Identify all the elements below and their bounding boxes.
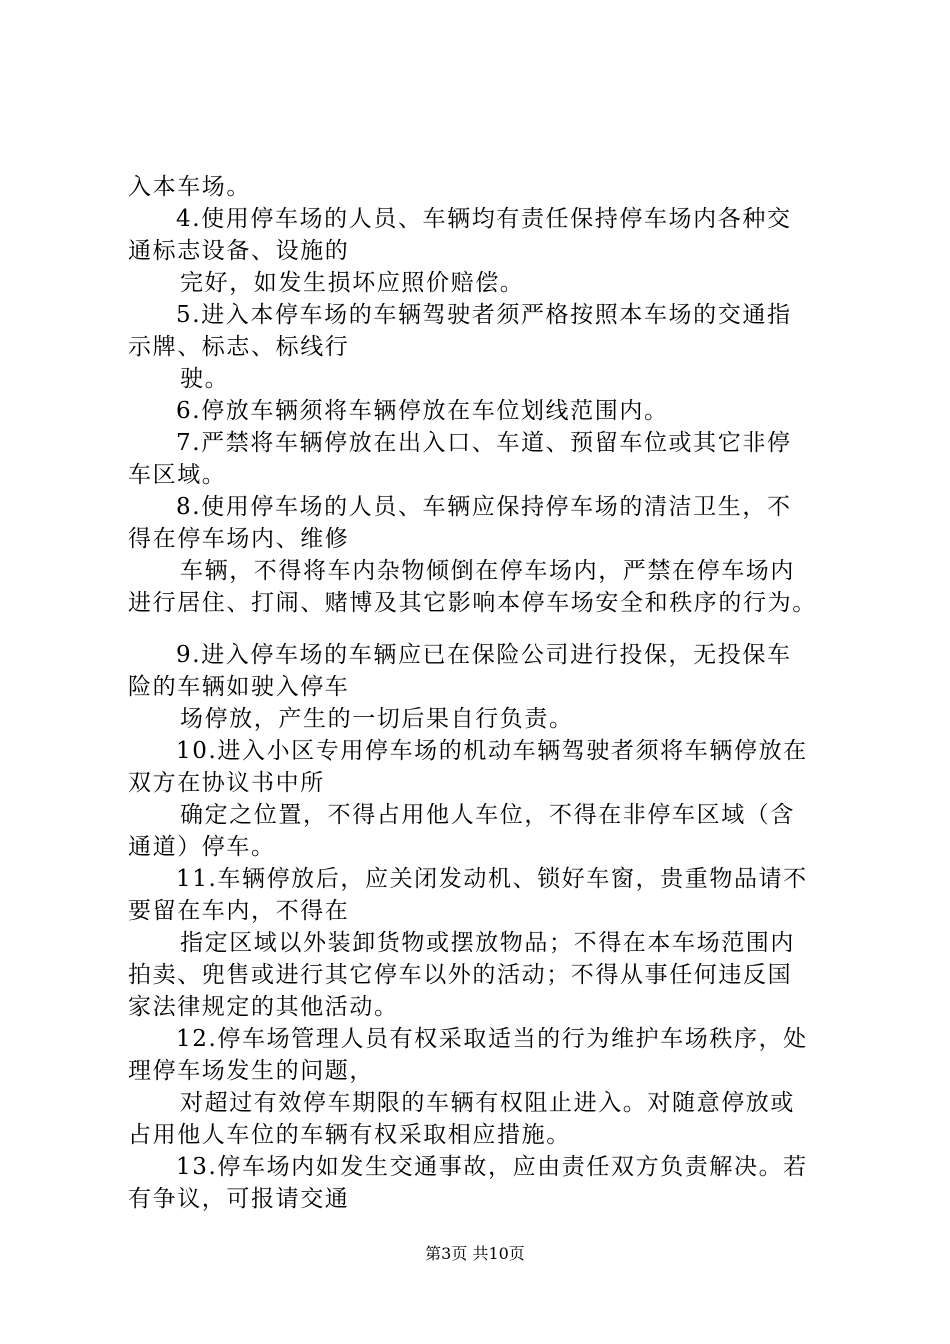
text-line: 双方在协议书中所	[128, 770, 325, 796]
text-line: 占用他人车位的车辆有权采取相应措施。	[128, 1122, 571, 1148]
text-line: 险的车辆如驶入停车	[128, 674, 350, 700]
rule-11-line: 11.车辆停放后，应关闭发动机、锁好车窗，贵重物品请不	[176, 866, 808, 892]
text-line: 得在停车场内、维修	[128, 526, 350, 552]
text-line: 通标志设备、设施的	[128, 238, 350, 264]
document-body	[128, 171, 848, 1215]
rule-12-line: 12.停车场管理人员有权采取适当的行为维护车场秩序，处	[176, 1026, 808, 1052]
text-line: 确定之位置，不得占用他人车位，不得在非停车区域（含	[180, 802, 795, 828]
rule-13-line: 13.停车场内如发生交通事故，应由责任双方负责解决。若	[176, 1154, 808, 1180]
rule-10-line: 10.进入小区专用停车场的机动车辆驾驶者须将车辆停放在	[176, 738, 808, 764]
paragraph-gap	[128, 619, 848, 639]
text-line: 有争议，可报请交通	[128, 1186, 350, 1212]
text-line: 场停放，产生的一切后果自行负责。	[180, 706, 574, 732]
text-line: 车区域。	[128, 462, 227, 488]
rule-8-line: 8.使用停车场的人员、车辆应保持停车场的清洁卫生，不	[176, 494, 792, 520]
text-line: 示牌、标志、标线行	[128, 334, 350, 360]
page-number-footer: 第3页 共10页	[425, 1244, 525, 1263]
rule-5-line: 5.进入本停车场的车辆驾驶者须严格按照本车场的交通指	[176, 302, 792, 328]
rule-9-line: 9.进入停车场的车辆应已在保险公司进行投保，无投保车	[176, 642, 792, 668]
text-line: 指定区域以外装卸货物或摆放物品；不得在本车场范围内	[180, 930, 795, 956]
text-line: 车辆，不得将车内杂物倾倒在停车场内，严禁在停车场内	[180, 558, 795, 584]
text-line: 驶。	[180, 366, 230, 392]
rule-7-line: 7.严禁将车辆停放在出入口、车道、预留车位或其它非停	[176, 430, 792, 456]
text-line: 要留在车内，不得在	[128, 898, 350, 924]
text-line: 完好，如发生损坏应照价赔偿。	[180, 270, 525, 296]
text-line: 入本车场。	[128, 174, 251, 200]
text-line: 对超过有效停车期限的车辆有权阻止进入。对随意停放或	[180, 1090, 795, 1116]
text-line: 通道）停车。	[128, 834, 276, 860]
rule-6-line: 6.停放车辆须将车辆停放在车位划线范围内。	[176, 398, 669, 424]
text-line: 家法律规定的其他活动。	[128, 994, 399, 1020]
text-line: 进行居住、打闹、赌博及其它影响本停车场安全和秩序的行为。	[128, 590, 817, 616]
text-line: 拍卖、兜售或进行其它停车以外的活动；不得从事任何违反国	[128, 962, 793, 988]
text-line: 理停车场发生的问题，	[128, 1058, 374, 1084]
rule-4-line: 4.使用停车场的人员、车辆均有责任保持停车场内各种交	[176, 206, 792, 232]
